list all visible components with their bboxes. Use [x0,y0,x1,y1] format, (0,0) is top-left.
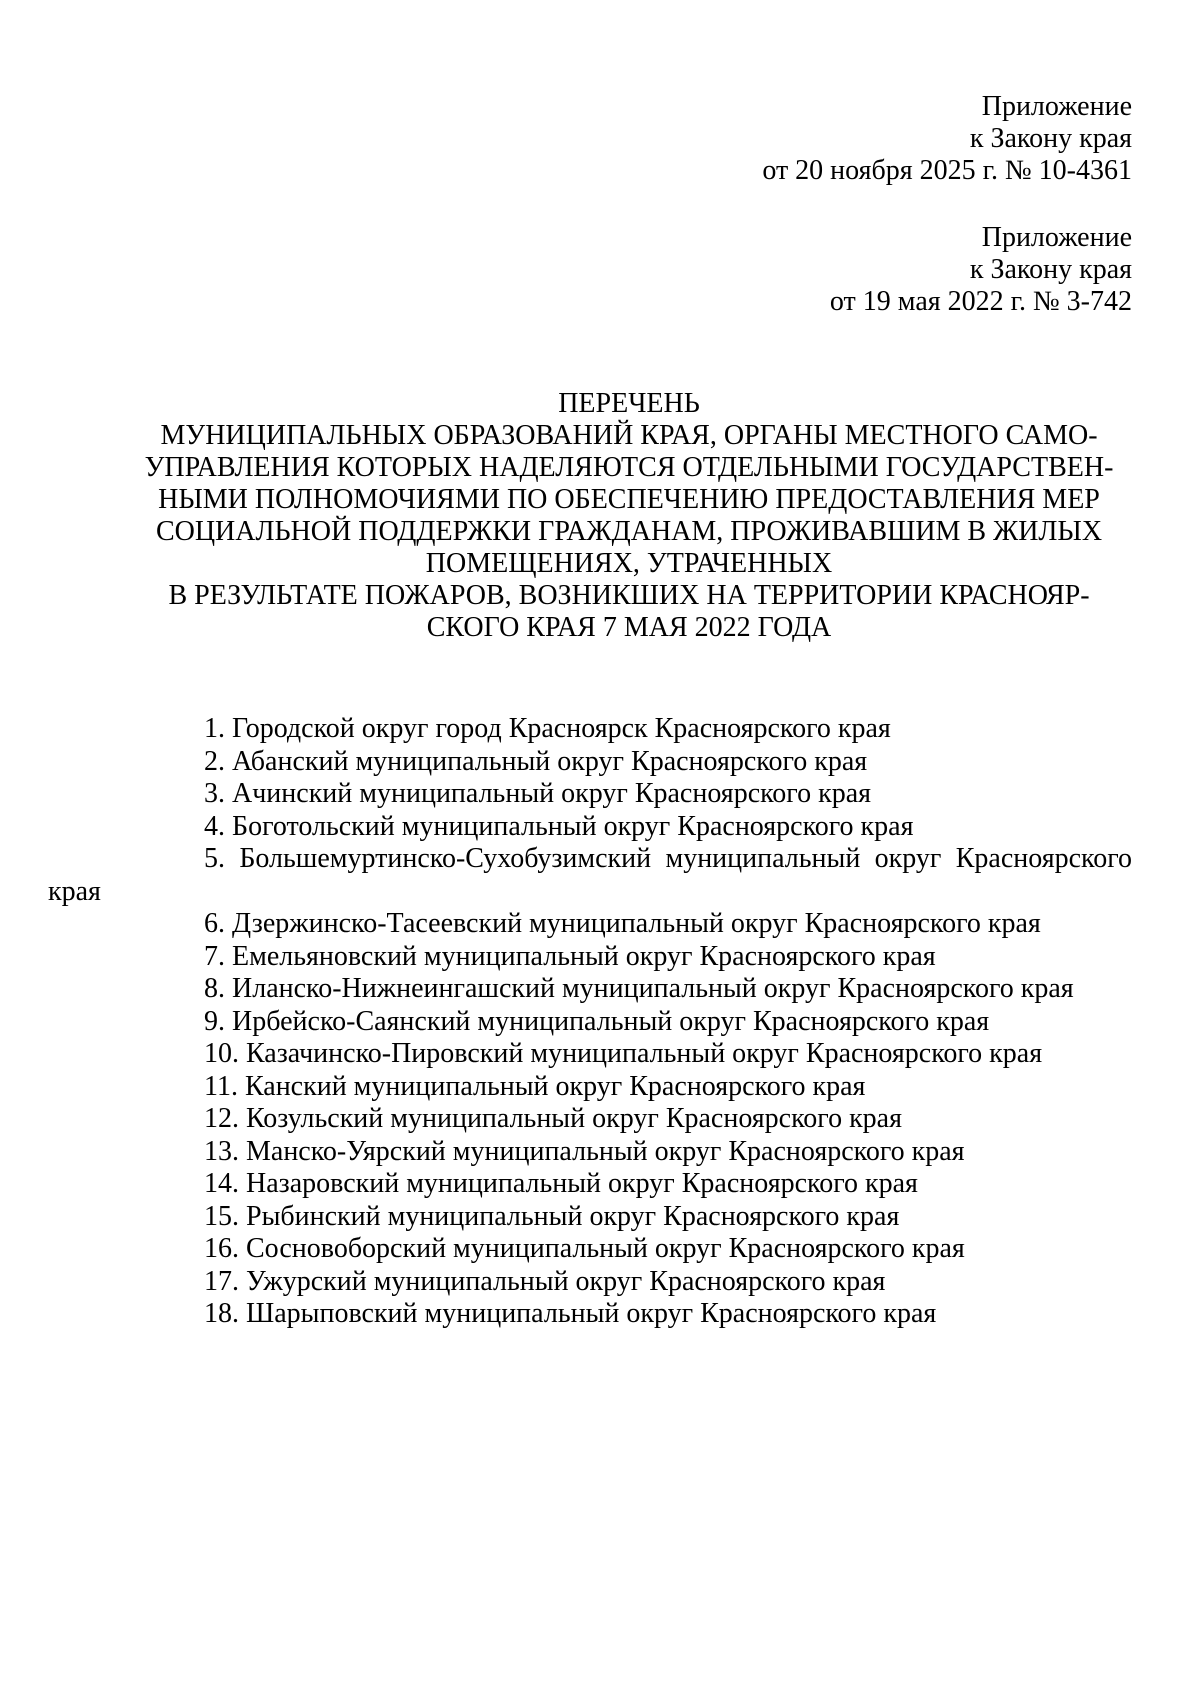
list-item: 9. Ирбейско-Саянский муниципальный округ Красноярского края [204,1005,990,1037]
title-line: СОЦИАЛЬНОЙ ПОДДЕРЖКИ ГРАЖДАНАМ, ПРОЖИВАВШИМ В ЖИЛЫХ [155,516,1103,547]
list-item: 7. Емельяновский муниципальный округ Красноярского края [204,940,936,972]
list-item: 15. Рыбинский муниципальный округ Красноярского края [204,1200,900,1232]
title-heading: ПЕРЕЧЕНЬ [558,388,700,419]
municipalities-list [48,713,1132,1331]
list-item: 10. Казачинско-Пировский муниципальный округ Красноярского края [204,1038,1043,1069]
list-item: 16. Сосновоборский муниципальный округ Красноярского края [204,1233,965,1264]
appendix-law-date-number: от 19 мая 2022 г. № 3-742 [829,286,1132,317]
list-item: 11. Канский муниципальный округ Красноярского края [204,1070,866,1102]
title-line: В РЕЗУЛЬТАТЕ ПОЖАРОВ, ВОЗНИКШИХ НА ТЕРРИТОРИИ КРАСНОЯР- [168,580,1090,611]
appendix-label: Приложение [981,91,1132,122]
appendix-header-current [762,91,1132,187]
list-item: 1. Городской округ город Красноярск Красноярского края [204,713,891,744]
list-item-line: 5. Большемуртинско-Сухобузимский муниципальный округ Красноярского [204,843,1132,874]
list-item: 13. Манско-Уярский муниципальный округ Красноярского края [204,1135,965,1167]
list-item: 4. Боготольский муниципальный округ Красноярского края [204,810,914,842]
appendix-header-original [830,222,1132,318]
title-line: НЫМИ ПОЛНОМОЧИЯМИ ПО ОБЕСПЕЧЕНИЮ ПРЕДОСТАВЛЕНИЯ МЕР [158,484,1100,515]
appendix-law-date-number: от 20 ноября 2025 г. № 10-4361 [762,155,1132,186]
title-line: ПОМЕЩЕНИЯХ, УТРАЧЕННЫХ [425,548,833,579]
appendix-law-reference: к Закону края [969,254,1132,285]
list-item: 3. Ачинский муниципальный округ Красноярского края [204,778,871,809]
list-item [48,843,1132,908]
document-title [126,388,1132,644]
list-item: 6. Дзержинско-Тасеевский муниципальный округ Красноярского края [204,908,1041,939]
list-item: 17. Ужурский муниципальный округ Красноярского края [204,1265,886,1297]
title-line: УПРАВЛЕНИЯ КОТОРЫХ НАДЕЛЯЮТСЯ ОТДЕЛЬНЫМИ ГОСУДАРСТВЕН- [144,452,1114,483]
list-item: 8. Иланско-Нижнеингашский муниципальный округ Красноярского края [204,973,1074,1004]
title-line: МУНИЦИПАЛЬНЫХ ОБРАЗОВАНИЙ КРАЯ, ОРГАНЫ МЕСТНОГО САМО- [160,420,1098,451]
appendix-label: Приложение [981,222,1132,253]
title-line: СКОГО КРАЯ 7 МАЯ 2022 ГОДА [426,612,832,643]
list-item: 18. Шарыповский муниципальный округ Красноярского края [204,1298,937,1329]
appendix-law-reference: к Закону края [969,123,1132,154]
list-item: 12. Козульский муниципальный округ Красноярского края [204,1103,902,1134]
list-item: 14. Назаровский муниципальный округ Красноярского края [204,1168,918,1199]
list-item-continuation: края [48,875,101,907]
list-item: 2. Абанский муниципальный округ Красноярского края [204,745,868,777]
